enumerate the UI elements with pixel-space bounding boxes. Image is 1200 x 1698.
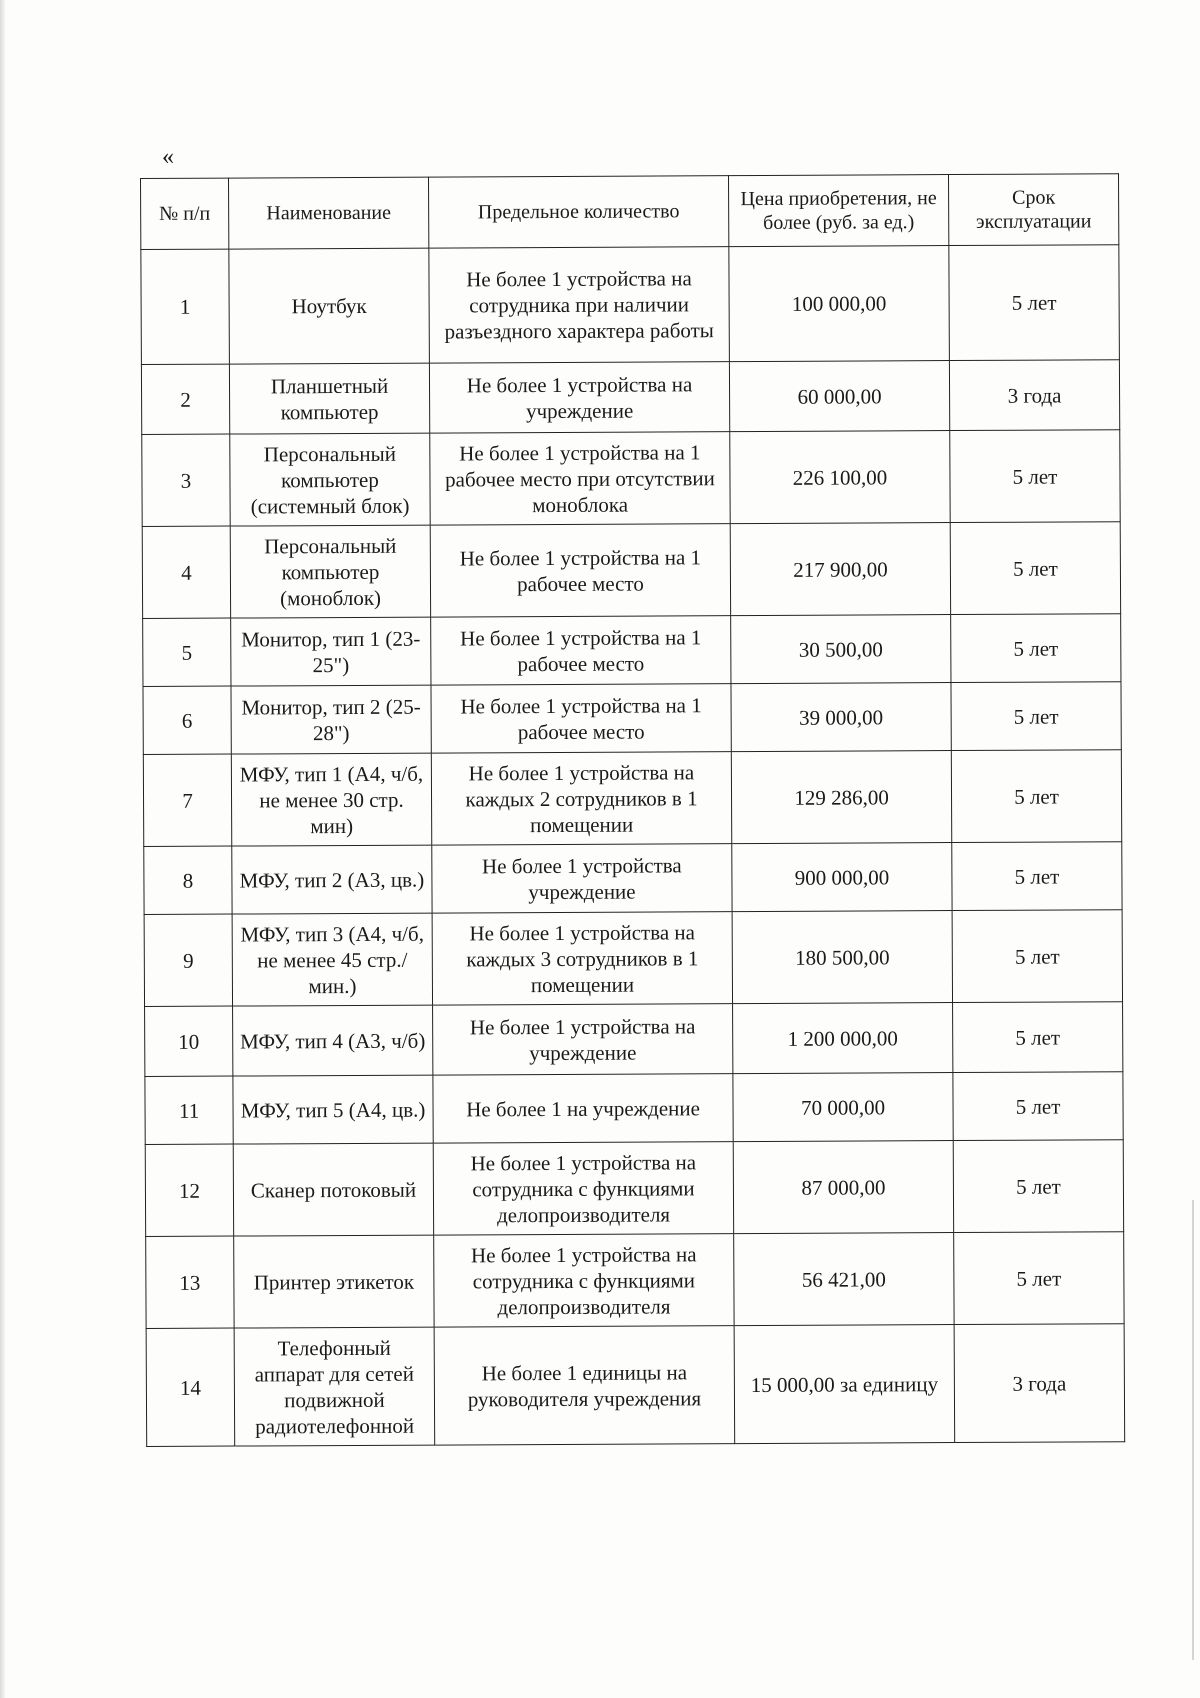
cell-num: 3 <box>142 434 230 526</box>
cell-term: 5 лет <box>951 682 1121 751</box>
cell-price: 60 000,00 <box>729 361 949 432</box>
cell-term: 5 лет <box>953 1072 1123 1141</box>
cell-num: 8 <box>144 846 232 914</box>
table-row <box>143 750 1121 847</box>
cell-limit: Не более 1 устройства на сотрудника с функциями делопроизводителя <box>433 1142 733 1235</box>
cell-limit: Не более 1 устройства на 1 рабочее место <box>431 616 731 685</box>
table-row <box>145 1072 1123 1145</box>
cell-term: 5 лет <box>950 522 1120 615</box>
table-header-row <box>141 174 1119 250</box>
cell-name: МФУ, тип 1 (А4, ч/б, не менее 30 стр. мин) <box>231 753 431 846</box>
equipment-limits-table <box>140 173 1125 1447</box>
cell-term: 5 лет <box>952 842 1122 911</box>
scan-edge-right <box>1192 1200 1194 1660</box>
cell-limit: Не более 1 устройства на каждых 3 сотрудников в 1 помещении <box>432 912 732 1005</box>
cell-term: 5 лет <box>952 910 1122 1003</box>
cell-name: Сканер потоковый <box>233 1143 433 1236</box>
cell-price: 39 000,00 <box>731 683 951 752</box>
cell-price: 900 000,00 <box>732 843 952 912</box>
table-row <box>142 430 1120 527</box>
cell-limit: Не более 1 устройства на учреждение <box>433 1004 733 1075</box>
header-num: № п/п <box>141 178 229 249</box>
cell-num: 11 <box>145 1076 233 1144</box>
cell-price: 15 000,00 за единицу <box>734 1325 955 1444</box>
cell-price: 1 200 000,00 <box>733 1003 953 1074</box>
cell-name: Принтер этикеток <box>234 1235 434 1328</box>
cell-name: Телефонный аппарат для сетей подвижной радиотелефонной <box>234 1327 435 1446</box>
table-row <box>141 245 1120 365</box>
table-row <box>144 842 1122 915</box>
table-row <box>145 1140 1123 1237</box>
table-row <box>146 1232 1124 1329</box>
header-term: Срок эксплуатации <box>948 174 1118 246</box>
table-row <box>142 522 1120 619</box>
scan-edge-left <box>0 0 6 1698</box>
table-row <box>144 910 1122 1007</box>
table-row <box>145 1002 1123 1077</box>
cell-term: 5 лет <box>950 430 1120 523</box>
cell-price: 87 000,00 <box>733 1141 953 1234</box>
table-row <box>146 1324 1125 1447</box>
cell-num: 10 <box>145 1006 233 1076</box>
cell-price: 180 500,00 <box>732 911 952 1004</box>
cell-term: 3 года <box>954 1324 1125 1443</box>
cell-name: МФУ, тип 3 (А4, ч/б, не менее 45 стр./мин.) <box>232 913 432 1006</box>
cell-num: 4 <box>142 526 230 618</box>
cell-num: 6 <box>143 686 231 754</box>
cell-price: 30 500,00 <box>731 615 951 684</box>
cell-num: 1 <box>141 249 230 364</box>
cell-term: 5 лет <box>951 750 1121 843</box>
cell-num: 5 <box>143 618 231 686</box>
cell-name: МФУ, тип 2 (А3, цв.) <box>232 845 432 914</box>
cell-term: 3 года <box>949 360 1119 431</box>
cell-num: 12 <box>145 1144 233 1236</box>
cell-num: 7 <box>143 754 231 846</box>
header-price: Цена приобретения, не более (руб. за ед.) <box>728 175 948 247</box>
cell-name: МФУ, тип 5 (А4, цв.) <box>233 1075 433 1144</box>
cell-limit: Не более 1 устройства на 1 рабочее место <box>430 524 730 617</box>
cell-num: 2 <box>141 364 229 434</box>
cell-limit: Не более 1 устройства на каждых 2 сотрудников в 1 помещении <box>431 752 731 845</box>
equipment-table-wrapper <box>140 173 1124 1447</box>
cell-name: Персональный компьютер (моноблок) <box>230 525 430 618</box>
cell-limit: Не более 1 устройства на сотрудника с функциями делопроизводителя <box>434 1234 734 1327</box>
opening-quote: « <box>162 144 174 170</box>
cell-name: Планшетный компьютер <box>229 363 429 434</box>
header-limit: Предельное количество <box>428 176 728 248</box>
cell-limit: Не более 1 устройства на учреждение <box>429 362 729 433</box>
cell-limit: Не более 1 устройства учреждение <box>432 844 732 913</box>
cell-term: 5 лет <box>953 1002 1123 1073</box>
cell-term: 5 лет <box>953 1140 1123 1233</box>
cell-price: 100 000,00 <box>729 246 950 362</box>
cell-price: 70 000,00 <box>733 1073 953 1142</box>
cell-price: 129 286,00 <box>731 751 951 844</box>
cell-price: 226 100,00 <box>730 431 950 524</box>
cell-term: 5 лет <box>954 1232 1124 1325</box>
cell-limit: Не более 1 устройства на 1 рабочее место <box>431 684 731 753</box>
cell-limit: Не более 1 устройства на 1 рабочее место при отсутствии моноблока <box>430 432 730 525</box>
cell-limit: Не более 1 на учреждение <box>433 1074 733 1143</box>
cell-name: Персональный компьютер (системный блок) <box>230 433 430 526</box>
cell-price: 56 421,00 <box>734 1233 954 1326</box>
cell-name: Ноутбук <box>229 248 430 364</box>
table-row <box>143 682 1121 755</box>
table-row <box>141 360 1119 435</box>
cell-num: 13 <box>146 1236 234 1328</box>
cell-price: 217 900,00 <box>730 523 950 616</box>
cell-term: 5 лет <box>949 245 1120 361</box>
cell-limit: Не более 1 единицы на руководителя учреждения <box>434 1326 735 1445</box>
cell-name: Монитор, тип 1 (23-25") <box>231 617 431 686</box>
cell-limit: Не более 1 устройства на сотрудника при наличии разъездного характера работы <box>429 247 730 363</box>
cell-name: Монитор, тип 2 (25-28") <box>231 685 431 754</box>
cell-name: МФУ, тип 4 (А3, ч/б) <box>233 1005 433 1076</box>
cell-num: 9 <box>144 914 232 1006</box>
header-name: Наименование <box>229 177 429 249</box>
cell-num: 14 <box>146 1328 235 1446</box>
table-row <box>143 614 1121 687</box>
cell-term: 5 лет <box>951 614 1121 683</box>
